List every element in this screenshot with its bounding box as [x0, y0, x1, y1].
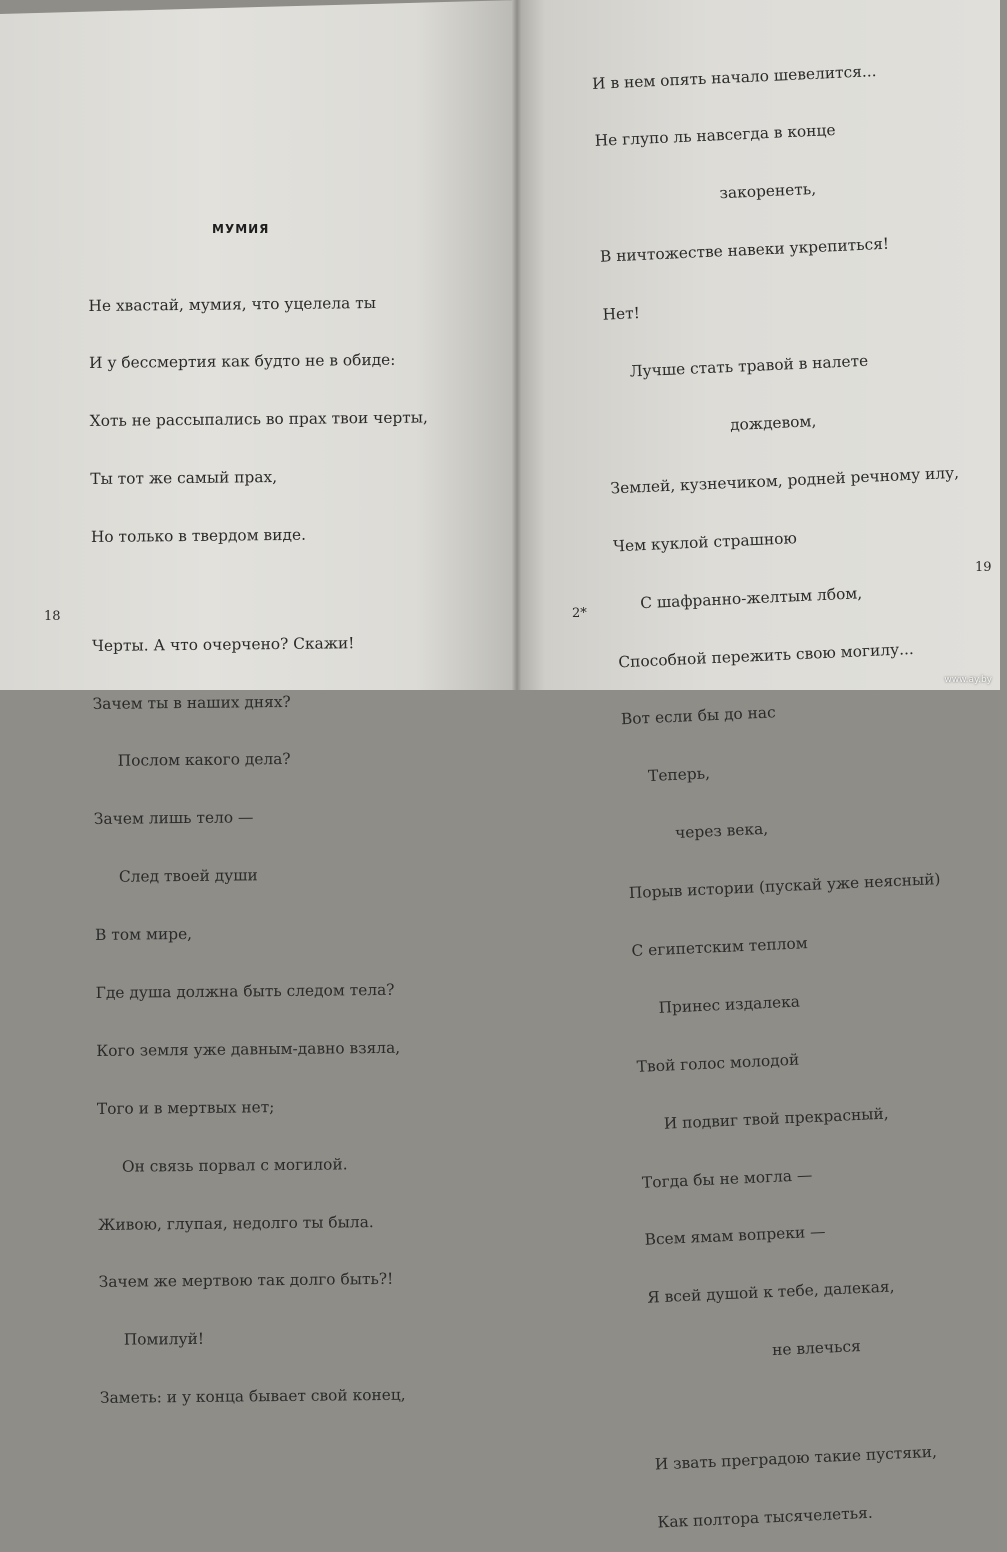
poem-line: С шафранно-желтым лбом, — [615, 583, 863, 614]
poem-line: не влечься — [649, 1337, 862, 1365]
poem-line: В том мире, — [94, 925, 193, 945]
poem-line: Чем куклой страшною — [612, 528, 798, 556]
poem-title: МУМИЯ — [212, 222, 270, 236]
poem-line: Зачем ты в наших днях? — [92, 692, 291, 713]
poem-line: Живою, глупая, недолго ты была. — [98, 1212, 374, 1234]
poem-line: Порыв истории (пускай уже неясный) — [628, 870, 941, 903]
poem-line: Как полтора тысячелетья. — [657, 1503, 874, 1532]
poem-line: Землей, кузнечиком, родней речному илу, — [610, 463, 960, 498]
poem-line: И в нем опять начало шевелится... — [591, 61, 877, 93]
right-poem — [590, 20, 1007, 1551]
poem-line: Черты. А что очерчено? Скажи! — [91, 633, 355, 655]
stanza-break — [91, 582, 429, 598]
poem-line: Ты тот же самый прах, — [90, 468, 278, 489]
page-number-left: 18 — [44, 609, 61, 624]
poem-line: Зачем же мертвою так долго быть?! — [98, 1270, 394, 1292]
poem-line: Тогда бы не могла — — [641, 1165, 813, 1192]
poem-line: И звать преградою такие пустяки, — [654, 1442, 938, 1474]
poem-line: Кого земля уже давным-давно взяла, — [96, 1038, 401, 1060]
poem-line: С египетским теплом — [631, 934, 809, 961]
poem-line: Заметь: и у конца бывает свой конец, — [99, 1385, 406, 1408]
poem-line: След твоей души — [94, 866, 258, 887]
poem-line: Всем ямам вопреки — — [644, 1222, 826, 1250]
book-gutter — [512, 0, 522, 690]
poem-line: Помилуй! — [99, 1330, 205, 1350]
poem-line: Не глупо ль навсегда в конце — [594, 121, 836, 151]
poem-line: Не хвастай, мумия, что уцелела ты — [88, 293, 377, 315]
poem-line: Я всей душой к тебе, далекая, — [646, 1277, 895, 1307]
poem-line: Того и в мертвых нет; — [96, 1097, 275, 1118]
signature-mark: 2* — [572, 606, 587, 621]
poem-line: Вот если бы до нас — [620, 703, 777, 729]
poem-line: Послом какого дела? — [93, 750, 291, 771]
poem-line: Хоть не рассыпались во прах твои черты, — [89, 408, 429, 431]
poem-line: Нет! — [602, 304, 641, 324]
poem-line: через века, — [625, 819, 769, 845]
left-poem — [88, 254, 438, 1427]
poem-line: Теперь, — [623, 764, 711, 787]
poem-line: В ничтожестве навеки укрепиться! — [599, 234, 890, 267]
watermark: www.ay.by — [944, 675, 992, 685]
poem-line: Лучше стать травой в налете — [604, 351, 869, 382]
poem-line: Твой голос молодой — [636, 1050, 800, 1076]
poem-line: закоренеть, — [597, 180, 817, 209]
poem-line: дождевом, — [607, 412, 817, 440]
poem-line: Зачем лишь тело — — [93, 808, 254, 829]
poem-line: И у бессмертия как будто не в обиде: — [89, 351, 396, 373]
stanza-break — [652, 1389, 1001, 1417]
poem-line: И подвиг твой прекрасный, — [639, 1104, 889, 1134]
poem-line: Способной пережить свою могилу... — [618, 639, 915, 671]
poem-line: Принес издалека — [633, 992, 801, 1018]
poem-line: Где душа должна быть следом тела? — [95, 980, 395, 1002]
page-number-right: 19 — [975, 560, 992, 575]
poem-line: Он связь порвал с могилой. — [97, 1154, 348, 1176]
poem-line: Но только в твердом виде. — [90, 525, 307, 547]
